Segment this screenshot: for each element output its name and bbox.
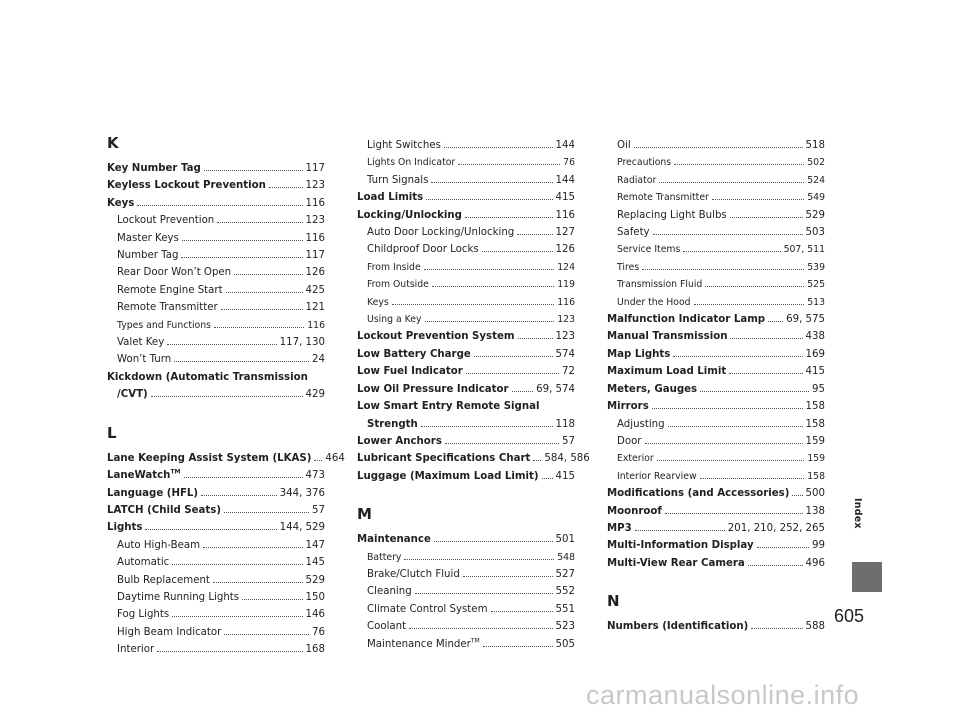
index-entry-mp3[interactable]: MP3 201, 210, 252, 265 <box>607 522 825 534</box>
index-subentry[interactable]: Radiator 524 <box>617 174 825 186</box>
index-subentry[interactable]: High Beam Indicator 76 <box>117 626 325 638</box>
index-subentry[interactable]: Cleaning 552 <box>367 586 575 598</box>
index-entry-malfunction-indicator[interactable]: Malfunction Indicator Lamp 69, 575 <box>607 314 825 326</box>
index-column-1 <box>107 134 345 659</box>
watermark: carmanualsonline.info <box>586 680 860 710</box>
index-column-2 <box>357 137 590 653</box>
section-letter-l: L <box>107 423 117 442</box>
index-subentry[interactable]: From Inside 124 <box>367 261 575 273</box>
index-entry-maintenance[interactable]: Maintenance 501 <box>357 534 575 546</box>
index-entry-low-fuel-indicator[interactable]: Low Fuel Indicator 72 <box>357 366 575 378</box>
index-subentry[interactable]: Transmission Fluid 525 <box>617 279 825 291</box>
index-subentry[interactable]: Daytime Running Lights 150 <box>117 591 325 603</box>
index-subentry[interactable]: Lights On Indicator 76 <box>367 157 575 169</box>
index-subentry[interactable]: Auto High-Beam 147 <box>117 539 325 551</box>
index-entry-multi-view-rear-camera[interactable]: Multi-View Rear Camera 496 <box>607 557 825 569</box>
section-letter-n: N <box>607 592 620 611</box>
index-subentry[interactable]: Remote Transmitter 121 <box>117 302 325 314</box>
index-entry-lkas[interactable]: Lane Keeping Assist System (LKAS) 464 <box>107 452 345 464</box>
index-subentry[interactable]: From Outside 119 <box>367 279 575 291</box>
index-entry-language[interactable]: Language (HFL) 344, 376 <box>107 487 325 499</box>
index-subentry[interactable]: Interior Rearview 158 <box>617 470 825 482</box>
index-subentry[interactable]: Types and Functions 116 <box>117 319 325 331</box>
index-subentry[interactable]: Remote Engine Start 425 <box>117 284 325 296</box>
index-subentry[interactable]: Light Switches 144 <box>367 140 575 151</box>
index-subentry[interactable]: Bulb Replacement 529 <box>117 574 325 586</box>
trademark-sup: TM <box>470 637 480 645</box>
index-subentry[interactable]: Replacing Light Bulbs 529 <box>617 209 825 221</box>
index-entry-low-oil-pressure[interactable]: Low Oil Pressure Indicator 69, 574 <box>357 383 575 395</box>
index-tab-marker[interactable] <box>852 562 882 592</box>
index-column-3 <box>607 137 825 636</box>
index-entry-kickdown-cont[interactable]: /CVT) 429 <box>117 389 325 401</box>
index-entry-lights[interactable]: Lights 144, 529 <box>107 522 325 534</box>
index-entry-map-lights[interactable]: Map Lights 169 <box>607 348 825 360</box>
index-entry-mirrors[interactable]: Mirrors 158 <box>607 401 825 413</box>
index-subentry[interactable]: Remote Transmitter 549 <box>617 192 825 204</box>
index-tab-label: Index <box>852 498 863 529</box>
index-subentry[interactable]: Automatic 145 <box>117 557 325 569</box>
index-subentry[interactable]: Climate Control System 551 <box>367 603 575 615</box>
index-entry-modifications[interactable]: Modifications (and Accessories) 500 <box>607 488 825 500</box>
index-subentry[interactable]: Coolant 523 <box>367 621 575 633</box>
index-entry-maximum-load-limit[interactable]: Maximum Load Limit 415 <box>607 366 825 378</box>
index-subentry[interactable]: Precautions 502 <box>617 157 825 169</box>
trademark-sup: TM <box>170 468 181 476</box>
index-subentry[interactable]: Brake/Clutch Fluid 527 <box>367 568 575 580</box>
index-entry-lockout-prevention-system[interactable]: Lockout Prevention System 123 <box>357 331 575 343</box>
index-entry-low-smart-entry-cont[interactable]: Strength 118 <box>367 418 575 430</box>
index-entry-meters-gauges[interactable]: Meters, Gauges 95 <box>607 383 825 395</box>
index-subentry[interactable]: Oil 518 <box>617 140 825 151</box>
index-subentry[interactable]: Keys 116 <box>367 296 575 308</box>
index-subentry[interactable]: Door 159 <box>617 435 825 447</box>
index-entry-luggage[interactable]: Luggage (Maximum Load Limit) 415 <box>357 470 575 482</box>
index-subentry[interactable]: Master Keys 116 <box>117 232 325 244</box>
index-entry-moonroof[interactable]: Moonroof 138 <box>607 505 825 517</box>
index-entry-low-battery-charge[interactable]: Low Battery Charge 574 <box>357 348 575 360</box>
index-subentry[interactable]: Childproof Door Locks 126 <box>367 244 575 256</box>
index-subentry[interactable]: Under the Hood 513 <box>617 296 825 308</box>
index-subentry[interactable]: Service Items 507, 511 <box>617 244 825 256</box>
index-subentry[interactable]: Safety 503 <box>617 227 825 239</box>
index-entry-lubricant-chart[interactable]: Lubricant Specifications Chart 584, 586 <box>357 453 590 465</box>
index-subentry[interactable]: Valet Key 117, 130 <box>117 337 325 349</box>
index-entry-key-number-tag[interactable]: Key Number Tag 117 <box>107 163 325 174</box>
index-subentry[interactable]: Number Tag 117 <box>117 250 325 262</box>
index-entry-multi-information-display[interactable]: Multi-Information Display 99 <box>607 540 825 552</box>
index-subentry[interactable]: Won’t Turn 24 <box>117 354 325 366</box>
page-number: 605 <box>834 606 865 626</box>
index-entry-lower-anchors[interactable]: Lower Anchors 57 <box>357 435 575 447</box>
index-entry-kickdown[interactable]: Kickdown (Automatic Transmission <box>107 371 308 383</box>
index-entry-locking-unlocking[interactable]: Locking/Unlocking 116 <box>357 209 575 221</box>
section-letter-k: K <box>107 134 119 152</box>
section-letter-m: M <box>357 505 372 524</box>
index-entry-latch[interactable]: LATCH (Child Seats) 57 <box>107 504 325 516</box>
index-subentry[interactable]: Turn Signals 144 <box>367 174 575 186</box>
index-entry-keyless-lockout-prevention[interactable]: Keyless Lockout Prevention 123 <box>107 180 325 192</box>
index-entry-lanewatch[interactable]: LaneWatch™ 473 <box>107 468 325 482</box>
index-subentry[interactable]: Adjusting 158 <box>617 418 825 430</box>
index-subentry[interactable]: Lockout Prevention 123 <box>117 215 325 227</box>
index-subentry[interactable]: Maintenance Minder™ 505 <box>367 637 575 650</box>
index-subentry[interactable]: Auto Door Locking/Unlocking 127 <box>367 227 575 239</box>
index-subentry[interactable]: Interior 168 <box>117 644 325 656</box>
index-subentry[interactable]: Rear Door Won’t Open 126 <box>117 267 325 279</box>
index-entry-manual-transmission[interactable]: Manual Transmission 438 <box>607 331 825 343</box>
index-entry-keys[interactable]: Keys 116 <box>107 197 325 209</box>
index-subentry[interactable]: Battery 548 <box>367 551 575 563</box>
index-entry-load-limits[interactable]: Load Limits 415 <box>357 192 575 204</box>
index-subentry[interactable]: Fog Lights 146 <box>117 609 325 621</box>
index-subentry[interactable]: Exterior 159 <box>617 453 825 465</box>
index-entry-numbers-identification[interactable]: Numbers (Identification) 588 <box>607 621 825 633</box>
index-subentry[interactable]: Tires 539 <box>617 261 825 273</box>
index-subentry[interactable]: Using a Key 123 <box>367 314 575 326</box>
index-entry-low-smart-entry[interactable]: Low Smart Entry Remote Signal <box>357 401 540 413</box>
